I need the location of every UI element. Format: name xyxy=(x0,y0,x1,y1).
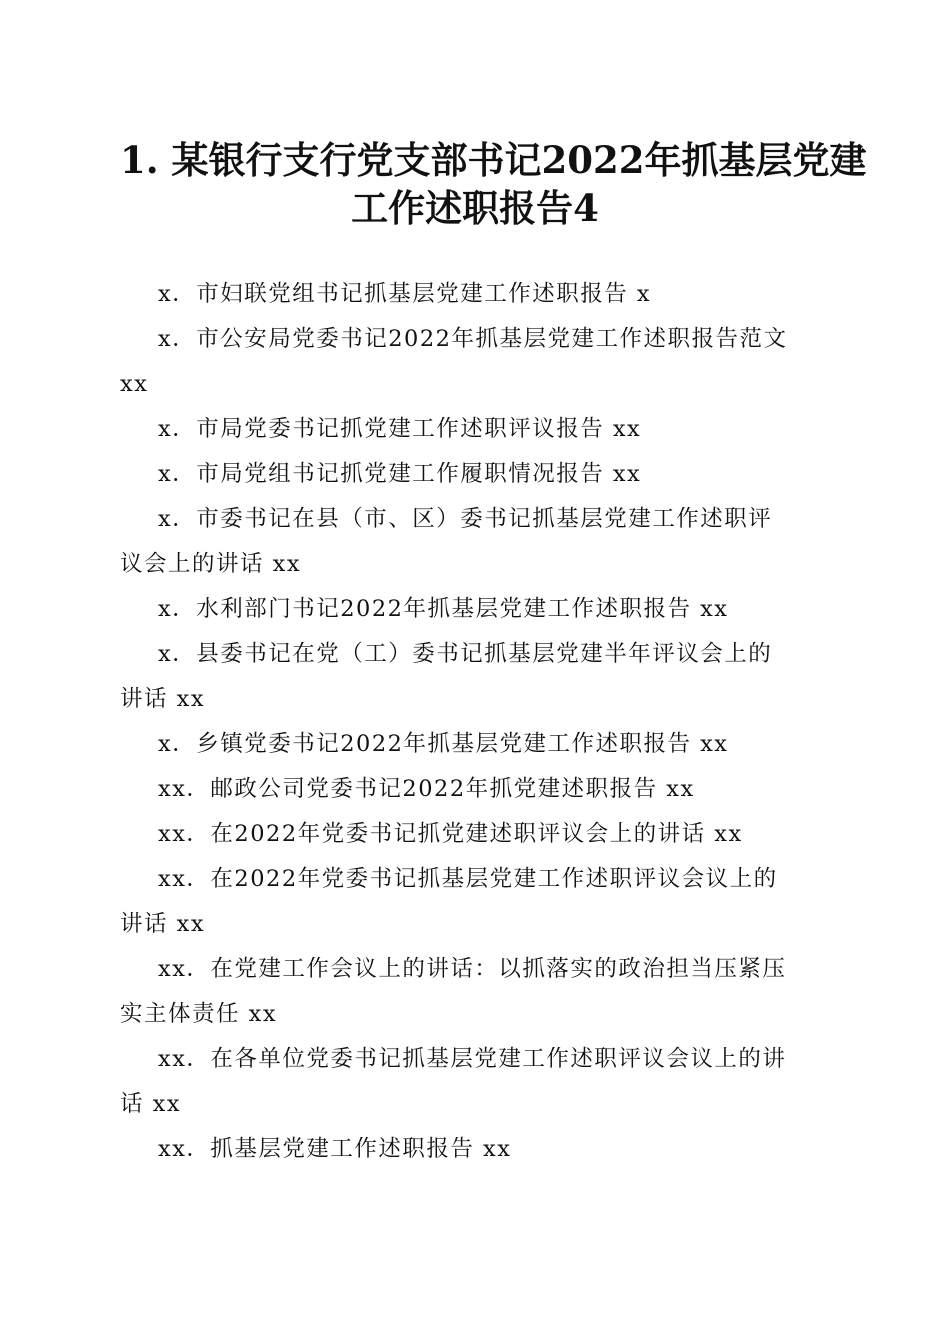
toc-entry-4: x．市局党组书记抓党建工作履职情况报告 xx xyxy=(158,461,642,487)
toc-entry-3: x．市局党委书记抓党建工作述职评议报告 xx xyxy=(158,416,642,442)
toc-entry-12-continuation: 实主体责任 xx xyxy=(120,1001,278,1027)
toc-entry-8: x．乡镇党委书记2022年抓基层党建工作述职报告 xx xyxy=(158,731,729,757)
toc-entry-2-continuation: xx xyxy=(120,371,149,397)
toc-entry-12: xx．在党建工作会议上的讲话：以抓落实的政治担当压紧压 xyxy=(158,956,787,982)
toc-entry-5: x．市委书记在县（市、区）委书记抓基层党建工作述职评 xyxy=(158,506,773,532)
toc-entry-7: x．县委书记在党（工）委书记抓基层党建半年评议会上的 xyxy=(158,641,773,667)
toc-entry-2: x．市公安局党委书记2022年抓基层党建工作述职报告范文 xyxy=(158,326,788,352)
toc-entry-1: x．市妇联党组书记抓基层党建工作述职报告 x xyxy=(158,281,652,307)
table-of-contents xyxy=(120,272,824,1172)
document-title-line-2: 工作述职报告4 xyxy=(351,186,599,230)
toc-entry-9: xx．邮政公司党委书记2022年抓党建述职报告 xx xyxy=(158,776,695,802)
toc-entry-7-continuation: 讲话 xx xyxy=(120,686,206,712)
toc-entry-13: xx．在各单位党委书记抓基层党建工作述职评议会议上的讲 xyxy=(158,1046,787,1072)
document-title-line-1: 1. 某银行支行党支部书记2022年抓基层党建 xyxy=(120,138,867,182)
toc-entry-13-continuation: 话 xx xyxy=(120,1091,182,1117)
toc-entry-11: xx．在2022年党委书记抓基层党建工作述职评议会议上的 xyxy=(158,866,778,892)
toc-entry-5-continuation: 议会上的讲话 xx xyxy=(120,551,302,577)
toc-entry-14: xx．抓基层党建工作述职报告 xx xyxy=(158,1136,512,1162)
toc-entry-10: xx．在2022年党委书记抓党建述职评议会上的讲话 xx xyxy=(158,821,743,847)
toc-entry-11-continuation: 讲话 xx xyxy=(120,911,206,937)
toc-entry-6: x．水利部门书记2022年抓基层党建工作述职报告 xx xyxy=(158,596,729,622)
